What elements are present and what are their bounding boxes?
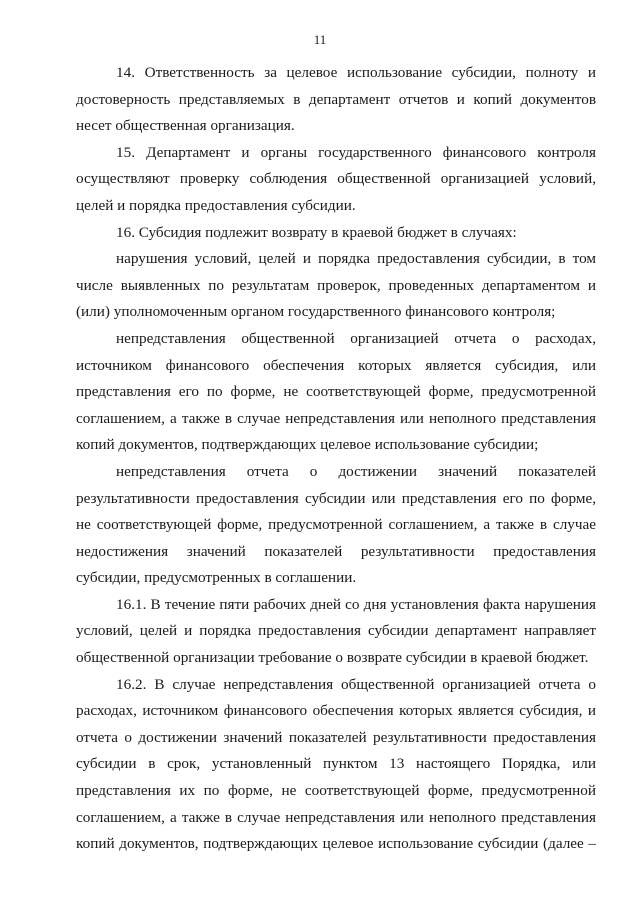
- page-number: 11: [313, 32, 327, 47]
- paragraph-16-case-violation: нарушения условий, целей и порядка предоставления субсидии, в том числе выявленных по результатам проверок, проведенных департаментом и (или) уполномоченным органом государственного финансового контроля;: [76, 250, 596, 321]
- paragraph-16: 16. Субсидия подлежит возврату в краевой бюджет в случаях:: [116, 223, 517, 241]
- paragraph-16-1: 16.1. В течение пяти рабочих дней со дня установления факта нарушения условий, целей и порядка предоставления субсидии департамент направляет общественной организации требование о возврате субсидии в краевой бюджет.: [76, 595, 596, 667]
- paragraph-16-2: 16.2. В случае непредставления общественной организацией отчета о расходах, источником финансового обеспечения которых является субсидия, и отчета о достижении значений показателей результативности предоставления субсидии в срок, установленный пунктом 13 настоящего Порядка, или представления их по форме, не соответствующей форме, предусмотренной соглашением, а также в случае непредставления или неполного представления копий документов, подтверждающих целевое использование субсидии (далее –: [76, 675, 596, 853]
- paragraph-16-case-expense-report: непредставления общественной организацией отчета о расходах, источником финансового обеспечения которых является субсидия, или представления его по форме, не соответствующей форме, предусмотренной соглашением, а также в случае непредставления или неполного представления копий документов, подтверждающих целевое использование субсидии;: [76, 329, 596, 454]
- paragraph-14: 14. Ответственность за целевое использование субсидии, полноту и достоверность представляемых в департамент отчетов и копий документов несет общественная организация.: [76, 64, 596, 135]
- paragraph-16-case-performance-report: непредставления отчета о достижении значений показателей результативности предоставления субсидии или представления его по форме, не соответствующей форме, предусмотренной соглашением, а также в случае недостижения значений показателей результативности предоставления субсидии, предусмотренных в соглашении.: [76, 462, 596, 587]
- paragraph-15: 15. Департамент и органы государственного финансового контроля осуществляют проверку соблюдения общественной организацией условий, целей и порядка предоставления субсидии.: [76, 143, 596, 214]
- document-body: [76, 60, 596, 858]
